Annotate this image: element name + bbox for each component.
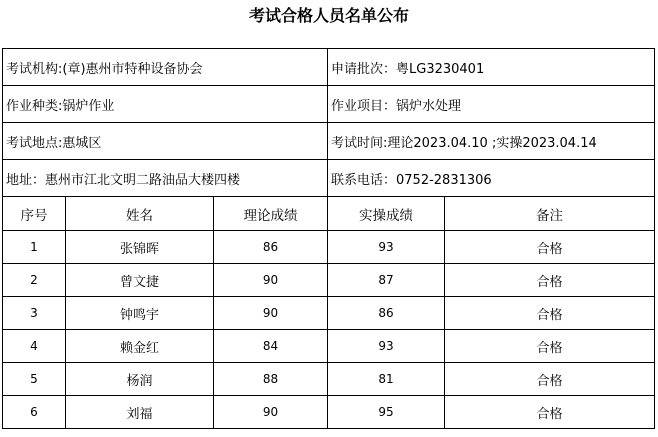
table-row [3, 297, 655, 330]
row-name: 赖金红 [66, 330, 214, 363]
row-name: 曾文捷 [66, 264, 214, 297]
header-index: 序号 [3, 197, 66, 231]
row-theory-score: 86 [214, 231, 328, 264]
info-row-category [3, 86, 655, 123]
table-row [3, 231, 655, 264]
table-header-row [3, 197, 655, 231]
row-index: 1 [3, 231, 66, 264]
row-theory-score: 90 [214, 396, 328, 429]
address: 地址：惠州市江北文明二路油品大楼四楼 [3, 160, 328, 197]
work-category: 作业种类:锅炉作业 [3, 86, 328, 123]
row-theory-score: 88 [214, 363, 328, 396]
row-practical-score: 95 [328, 396, 445, 429]
table-row [3, 363, 655, 396]
exam-time: 考试时间:理论2023.04.10 ;实操2023.04.14 [328, 123, 655, 160]
row-index: 6 [3, 396, 66, 429]
header-name: 姓名 [66, 197, 214, 231]
application-batch: 申请批次：粤LG3230401 [328, 49, 655, 86]
row-theory-score: 84 [214, 330, 328, 363]
row-theory-score: 90 [214, 264, 328, 297]
row-name: 杨润 [66, 363, 214, 396]
contact-phone: 联系电话：0752-2831306 [328, 160, 655, 197]
row-theory-score: 90 [214, 297, 328, 330]
row-remark: 合格 [445, 396, 655, 429]
row-name: 钟鸣宇 [66, 297, 214, 330]
row-index: 5 [3, 363, 66, 396]
header-remark: 备注 [445, 197, 655, 231]
table-row [3, 396, 655, 429]
row-index: 3 [3, 297, 66, 330]
info-row-location [3, 123, 655, 160]
row-practical-score: 93 [328, 330, 445, 363]
header-practical-score: 实操成绩 [328, 197, 445, 231]
row-remark: 合格 [445, 231, 655, 264]
row-practical-score: 87 [328, 264, 445, 297]
row-name: 张锦晖 [66, 231, 214, 264]
row-remark: 合格 [445, 363, 655, 396]
row-practical-score: 93 [328, 231, 445, 264]
row-remark: 合格 [445, 330, 655, 363]
table-row [3, 330, 655, 363]
table-row [3, 264, 655, 297]
exam-location: 考试地点:惠城区 [3, 123, 328, 160]
row-name: 刘福 [66, 396, 214, 429]
row-practical-score: 86 [328, 297, 445, 330]
work-item: 作业项目：锅炉水处理 [328, 86, 655, 123]
row-index: 2 [3, 264, 66, 297]
row-practical-score: 81 [328, 363, 445, 396]
info-row-org [3, 49, 655, 86]
row-remark: 合格 [445, 264, 655, 297]
header-theory-score: 理论成绩 [214, 197, 328, 231]
info-row-address [3, 160, 655, 197]
row-index: 4 [3, 330, 66, 363]
row-remark: 合格 [445, 297, 655, 330]
results-table [2, 48, 655, 429]
exam-org: 考试机构:(章)惠州市特种设备协会 [3, 49, 328, 86]
page-title: 考试合格人员名单公布 [248, 6, 409, 25]
